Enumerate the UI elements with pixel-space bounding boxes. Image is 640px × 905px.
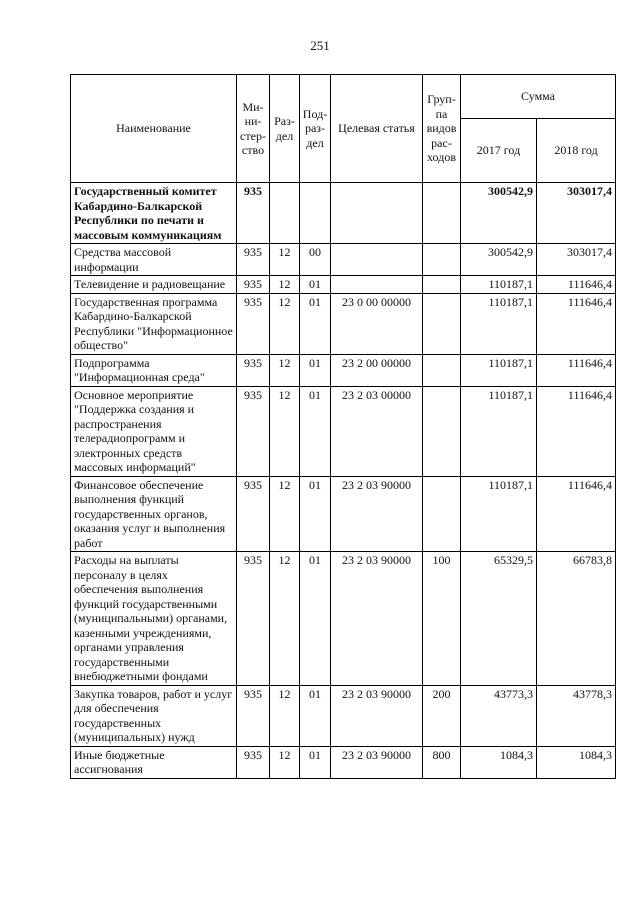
cell-group	[423, 276, 461, 294]
cell-y2018: 43778,3	[537, 685, 616, 746]
table-row	[71, 293, 616, 354]
cell-name: Телевидение и радиовещание	[71, 276, 237, 294]
page-number: 251	[310, 38, 330, 53]
cell-ministry: 935	[237, 354, 270, 386]
cell-target: 23 2 03 90000	[331, 685, 423, 746]
cell-subsection: 01	[300, 746, 331, 778]
cell-target	[331, 244, 423, 276]
cell-target: 23 2 03 90000	[331, 746, 423, 778]
header-year-2018: 2018 год	[537, 119, 616, 183]
cell-subsection: 00	[300, 244, 331, 276]
cell-y2017: 65329,5	[461, 552, 537, 686]
cell-y2018: 303017,4	[537, 244, 616, 276]
cell-ministry: 935	[237, 552, 270, 686]
cell-group	[423, 183, 461, 244]
cell-y2017: 1084,3	[461, 746, 537, 778]
cell-section: 12	[270, 244, 300, 276]
cell-section: 12	[270, 685, 300, 746]
cell-name: Закупка товаров, работ и услуг для обеспечения государственных (муниципальных) нужд	[71, 685, 237, 746]
cell-ministry: 935	[237, 293, 270, 354]
header-subsection: Под-раз-дел	[300, 75, 331, 183]
cell-group	[423, 354, 461, 386]
cell-name: Финансовое обеспечение выполнения функций государственных органов, оказания услуг и выполнения работ	[71, 476, 237, 552]
header-ministry: Ми-ни-стер-ство	[237, 75, 270, 183]
table-row	[71, 354, 616, 386]
budget-table	[70, 74, 616, 779]
cell-y2018: 66783,8	[537, 552, 616, 686]
cell-group: 100	[423, 552, 461, 686]
cell-y2018: 1084,3	[537, 746, 616, 778]
cell-y2017: 110187,1	[461, 386, 537, 476]
cell-ministry: 935	[237, 685, 270, 746]
cell-group: 800	[423, 746, 461, 778]
table-row	[71, 476, 616, 552]
header-sum: Сумма	[461, 75, 616, 119]
cell-name: Подпрограмма "Информационная среда"	[71, 354, 237, 386]
cell-subsection: 01	[300, 552, 331, 686]
header-group: Груп-па видов рас-ходов	[423, 75, 461, 183]
cell-y2017: 110187,1	[461, 276, 537, 294]
cell-section: 12	[270, 354, 300, 386]
cell-ministry: 935	[237, 386, 270, 476]
table-row	[71, 276, 616, 294]
cell-y2017: 300542,9	[461, 183, 537, 244]
cell-target	[331, 276, 423, 294]
cell-ministry: 935	[237, 476, 270, 552]
cell-target: 23 2 03 90000	[331, 552, 423, 686]
cell-group	[423, 244, 461, 276]
cell-group	[423, 476, 461, 552]
cell-section	[270, 183, 300, 244]
cell-ministry: 935	[237, 746, 270, 778]
cell-ministry: 935	[237, 244, 270, 276]
cell-section: 12	[270, 552, 300, 686]
cell-target	[331, 183, 423, 244]
cell-y2018: 303017,4	[537, 183, 616, 244]
cell-y2018: 111646,4	[537, 354, 616, 386]
cell-ministry: 935	[237, 183, 270, 244]
cell-y2017: 110187,1	[461, 354, 537, 386]
cell-y2018: 111646,4	[537, 276, 616, 294]
cell-y2017: 110187,1	[461, 293, 537, 354]
header-name: Наименование	[71, 75, 237, 183]
cell-name: Средства массовой информации	[71, 244, 237, 276]
cell-group: 200	[423, 685, 461, 746]
table-row	[71, 386, 616, 476]
cell-y2018: 111646,4	[537, 293, 616, 354]
cell-y2017: 300542,9	[461, 244, 537, 276]
table-row	[71, 244, 616, 276]
cell-target: 23 2 00 00000	[331, 354, 423, 386]
cell-section: 12	[270, 276, 300, 294]
cell-subsection: 01	[300, 276, 331, 294]
cell-section: 12	[270, 386, 300, 476]
cell-subsection: 01	[300, 685, 331, 746]
cell-target: 23 0 00 00000	[331, 293, 423, 354]
cell-y2018: 111646,4	[537, 476, 616, 552]
cell-target: 23 2 03 90000	[331, 476, 423, 552]
cell-y2018: 111646,4	[537, 386, 616, 476]
cell-section: 12	[270, 746, 300, 778]
cell-subsection: 01	[300, 293, 331, 354]
cell-subsection: 01	[300, 476, 331, 552]
cell-subsection	[300, 183, 331, 244]
cell-subsection: 01	[300, 354, 331, 386]
table-row	[71, 183, 616, 244]
cell-target: 23 2 03 00000	[331, 386, 423, 476]
cell-group	[423, 386, 461, 476]
cell-group	[423, 293, 461, 354]
table-row	[71, 746, 616, 778]
cell-name: Государственный комитет Кабардино-Балкарской Республики по печати и массовым коммуникациям	[71, 183, 237, 244]
cell-y2017: 110187,1	[461, 476, 537, 552]
header-section: Раз-дел	[270, 75, 300, 183]
cell-subsection: 01	[300, 386, 331, 476]
cell-y2017: 43773,3	[461, 685, 537, 746]
cell-name: Расходы на выплаты персоналу в целях обеспечения выполнения функций государственными (муниципальными) органами, казенными учреждениями, органами управления государственными внебюджетными фондами	[71, 552, 237, 686]
table-row	[71, 685, 616, 746]
cell-name: Основное мероприятие "Поддержка создания и распространения телерадиопрограмм и электронных средств массовых информаций"	[71, 386, 237, 476]
cell-ministry: 935	[237, 276, 270, 294]
header-year-2017: 2017 год	[461, 119, 537, 183]
cell-section: 12	[270, 476, 300, 552]
cell-name: Иные бюджетные ассигнования	[71, 746, 237, 778]
cell-name: Государственная программа Кабардино-Балкарской Республики "Информационное общество"	[71, 293, 237, 354]
header-target: Целевая статья	[331, 75, 423, 183]
table-row	[71, 552, 616, 686]
cell-section: 12	[270, 293, 300, 354]
